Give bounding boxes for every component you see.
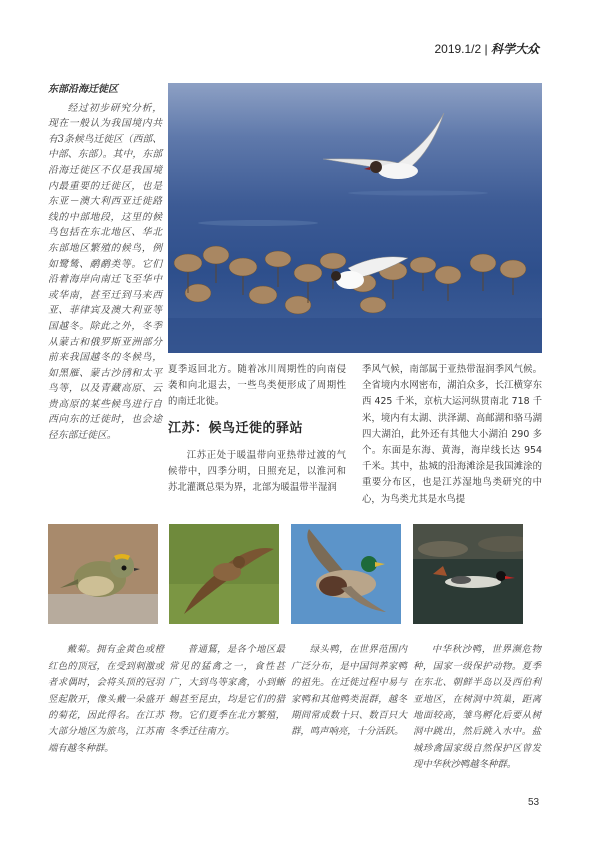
article-column-1 [168,362,346,496]
caption-buzzard: 普通鵟，是各个地区最常见的猛禽之一，食性甚广，大到鸟等家禽，小到蜥蜴甚至昆虫，均是它们的猎物。它们夏季在北方繁殖，冬季迁往南方。 [169,644,285,738]
article-paragraph: 季风气候，南部属于亚热带湿润季风气候。全省境内水网密布，湖泊众多，长江横穿东西 425 千米，京杭大运河纵贯南北 718 千米，境内有太湖、洪泽湖、高邮湖和骆马湖四大湖泊，此外还有其他大小湖泊 290 多个。东面是东海、黄海，海岸线长达 954 千米。其中，盐城的沿海滩涂是我国滩涂的重要分布区，也是江苏湿地鸟类研究的中心，为鸟类尤其是水鸟提 [362,364,542,505]
birds-on-shore-photo [168,83,542,353]
caption-merganser: 中华秋沙鸭，世界濒危物种，国家一级保护动物。夏季在东北、朝鲜半岛以及西伯利亚地区，在树洞中筑巢，距离地面较高，雏鸟孵化后要从树洞中跳出，然后跳入水中。盐城珍禽国家级自然保护区曾发现中华秋沙鸭越冬种群。 [413,644,541,771]
goldcrest-photo [48,524,158,624]
sidebar [48,82,162,444]
caption-goldcrest: 戴菊。拥有金黄色或橙红色的顶冠，在受到刺激或者求偶时，会将头顶的冠羽竖起散开，像头戴一朵盛开的菊花，因此得名。在江苏大部分地区为旅鸟，江苏南端有越冬种群。 [48,644,164,754]
caption-mallard: 绿头鸭，在世界范围内广泛分布，是中国饲养家鸭的祖先。在迁徙过程中易与家鸭和其他鸭类混群，越冬期间常成数十只、数百只大群，鸣声响亮，十分活跃。 [291,644,407,738]
sidebar-heading: 东部沿海迁徙区 [48,84,118,95]
issue-date: 2019.1/2 | [434,42,488,56]
sidebar-body: 经过初步研究分析，现在一般认为我国境内共有3条候鸟迁徙区（西部、中部、东部）。其中，东部沿海迁徙区不仅是我国境内最重要的迁徙区，也是东亚－澳大利西亚迁徙路线的中部地段，这里的候鸟包括在东北地区、华北东部地区繁殖的候鸟，例如鹭鸶、鹬鹬类等。它们沿着海岸向南迁飞至华中或华南，甚至迁到马来西亚、菲律宾及澳大利亚等国越冬。除此之外，冬季从蒙古和俄罗斯亚洲部分前来我国越冬的冬候鸟，如黑雁、蒙古沙鸻和太平鸟等，以及青藏高原、云贵高原的某些候鸟进行自西向东的迁徙时，也会途径东部迁徙区。 [48,102,162,442]
article-paragraph: 夏季返回北方。随着冰川周期性的向南侵袭和向北退去，一些鸟类便形成了周期性的南迁北徙。 [168,364,346,408]
buzzard-photo [169,524,279,624]
article-paragraph: 江苏正处于暖温带向亚热带过渡的气候带中，四季分明，日照充足，以淮河和苏北灌溉总渠为界，北部为暖温带半湿润 [168,449,346,494]
shorebirds-illustration [168,83,542,353]
page-header [434,40,539,57]
magazine-logo: 科学大众 [490,42,539,56]
section-title: 江苏：候鸟迁徙的驿站 [168,420,304,436]
page-number: 53 [528,797,540,808]
merganser-photo [413,524,523,624]
article-column-2 [362,362,542,508]
mallard-photo [291,524,401,624]
